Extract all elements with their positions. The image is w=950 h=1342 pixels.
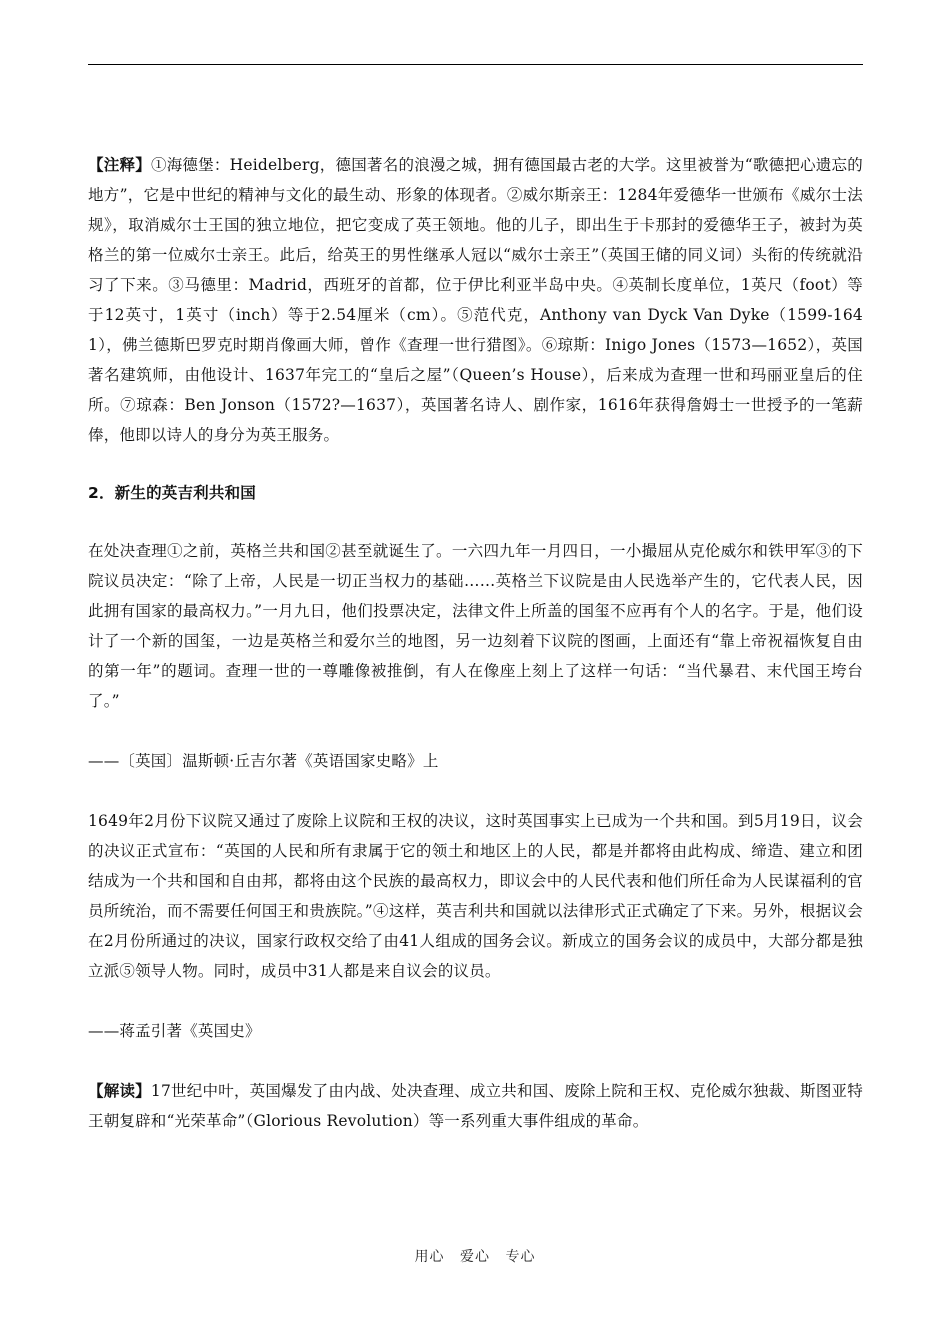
- quote-source-1: ——〔英国〕温斯顿·丘吉尔著《英语国家史略》上: [88, 752, 439, 770]
- interpretation-paragraph: [88, 1076, 863, 1136]
- header-rule: [88, 64, 863, 65]
- quote-paragraph-1: 在处决查理①之前，英格兰共和国②甚至就诞生了。一六四九年一月四日，一小撮屈从克伦威尔和铁甲军③的下院议员决定：“除了上帝，人民是一切正当权力的基础……英格兰下议院是由人民选举产生的，它代表人民，因此拥有国家的最高权力。”一月九日，他们投票决定，法律文件上所盖的国玺不应再有个人的名字。于是，他们设计了一个新的国玺，一边是英格兰和爱尔兰的地图，另一边刻着下议院的图画，上面还有“靠上帝祝福恢复自由的第一年”的题词。查理一世的一尊雕像被推倒，有人在像座上刻上了这样一句话：“当代暴君、末代国王垮台了。”: [88, 542, 863, 710]
- spacer: [88, 450, 863, 478]
- section-heading: 2．新生的英吉利共和国: [88, 484, 256, 502]
- notes-paragraph: [88, 150, 863, 450]
- interpretation-label: 【解读】: [88, 1081, 151, 1100]
- quote-source-2: ——蒋孟引著《英国史》: [88, 1022, 261, 1040]
- spacer: [88, 508, 863, 536]
- interpretation-text: 17世纪中叶，英国爆发了由内战、处决查理、成立共和国、废除上院和王权、克伦威尔独裁、斯图亚特王朝复辟和“光荣革命”（Glorious Revolution）等一系列重大事件组成的革命。: [88, 1082, 863, 1130]
- spacer: [88, 776, 863, 806]
- spacer: [88, 986, 863, 1016]
- page-footer: 用心 爱心 专心: [414, 1249, 536, 1265]
- notes-text: ①海德堡：Heidelberg，德国著名的浪漫之城，拥有德国最古老的大学。这里被誉为“歌德把心遗忘的地方”，它是中世纪的精神与文化的最生动、形象的体现者。②威尔斯亲王：1284年爱德华一世颁布《威尔士法规》，取消威尔士王国的独立地位，把它变成了英王领地。他的儿子，即出生于卡那封的爱德华王子，被封为英格兰的第一位威尔士亲王。此后，给英王的男性继承人冠以“威尔士亲王”（英国王储的同义词）头衔的传统就沿习了下来。③马德里：Madrid，西班牙的首都，位于伊比利亚半岛中央。④英制长度单位，1英尺（foot）等于12英寸，1英寸（inch）等于2.54厘米（cm）。⑤范代克，Anthony van Dyck Van Dyke（1599-1641），佛兰德斯巴罗克时期肖像画大师，曾作《查理一世行猎图》。⑥琼斯：Inigo Jones（1573—1652），英国著名建筑师，由他设计、1637年完工的“皇后之屋”（Queen’s House），后来成为查理一世和玛丽亚皇后的住所。⑦琼森：Ben Jonson（1572?—1637），英国著名诗人、剧作家，1616年获得詹姆士一世授予的一笔薪俸，他即以诗人的身分为英王服务。: [88, 156, 863, 444]
- spacer: [88, 1046, 863, 1076]
- notes-label: 【注释】: [88, 155, 151, 174]
- quote-paragraph-2: 1649年2月份下议院又通过了废除上议院和王权的决议，这时英国事实上已成为一个共和国。到5月19日，议会的决议正式宣布：“英国的人民和所有隶属于它的领土和地区上的人民，都是并都将由此构成、缔造、建立和团结成为一个共和国和自由邦，都将由这个民族的最高权力，即议会中的人民代表和他们所任命为人民谋福利的官员所统治，而不需要任何国王和贵族院。”④这样，英吉利共和国就以法律形式正式确定了下来。另外，根据议会在2月份所通过的决议，国家行政权交给了由41人组成的国务会议。新成立的国务会议的成员中，大部分都是独立派⑤领导人物。同时，成员中31人都是来自议会的议员。: [88, 812, 863, 980]
- spacer: [88, 716, 863, 746]
- main-content: [88, 150, 863, 1136]
